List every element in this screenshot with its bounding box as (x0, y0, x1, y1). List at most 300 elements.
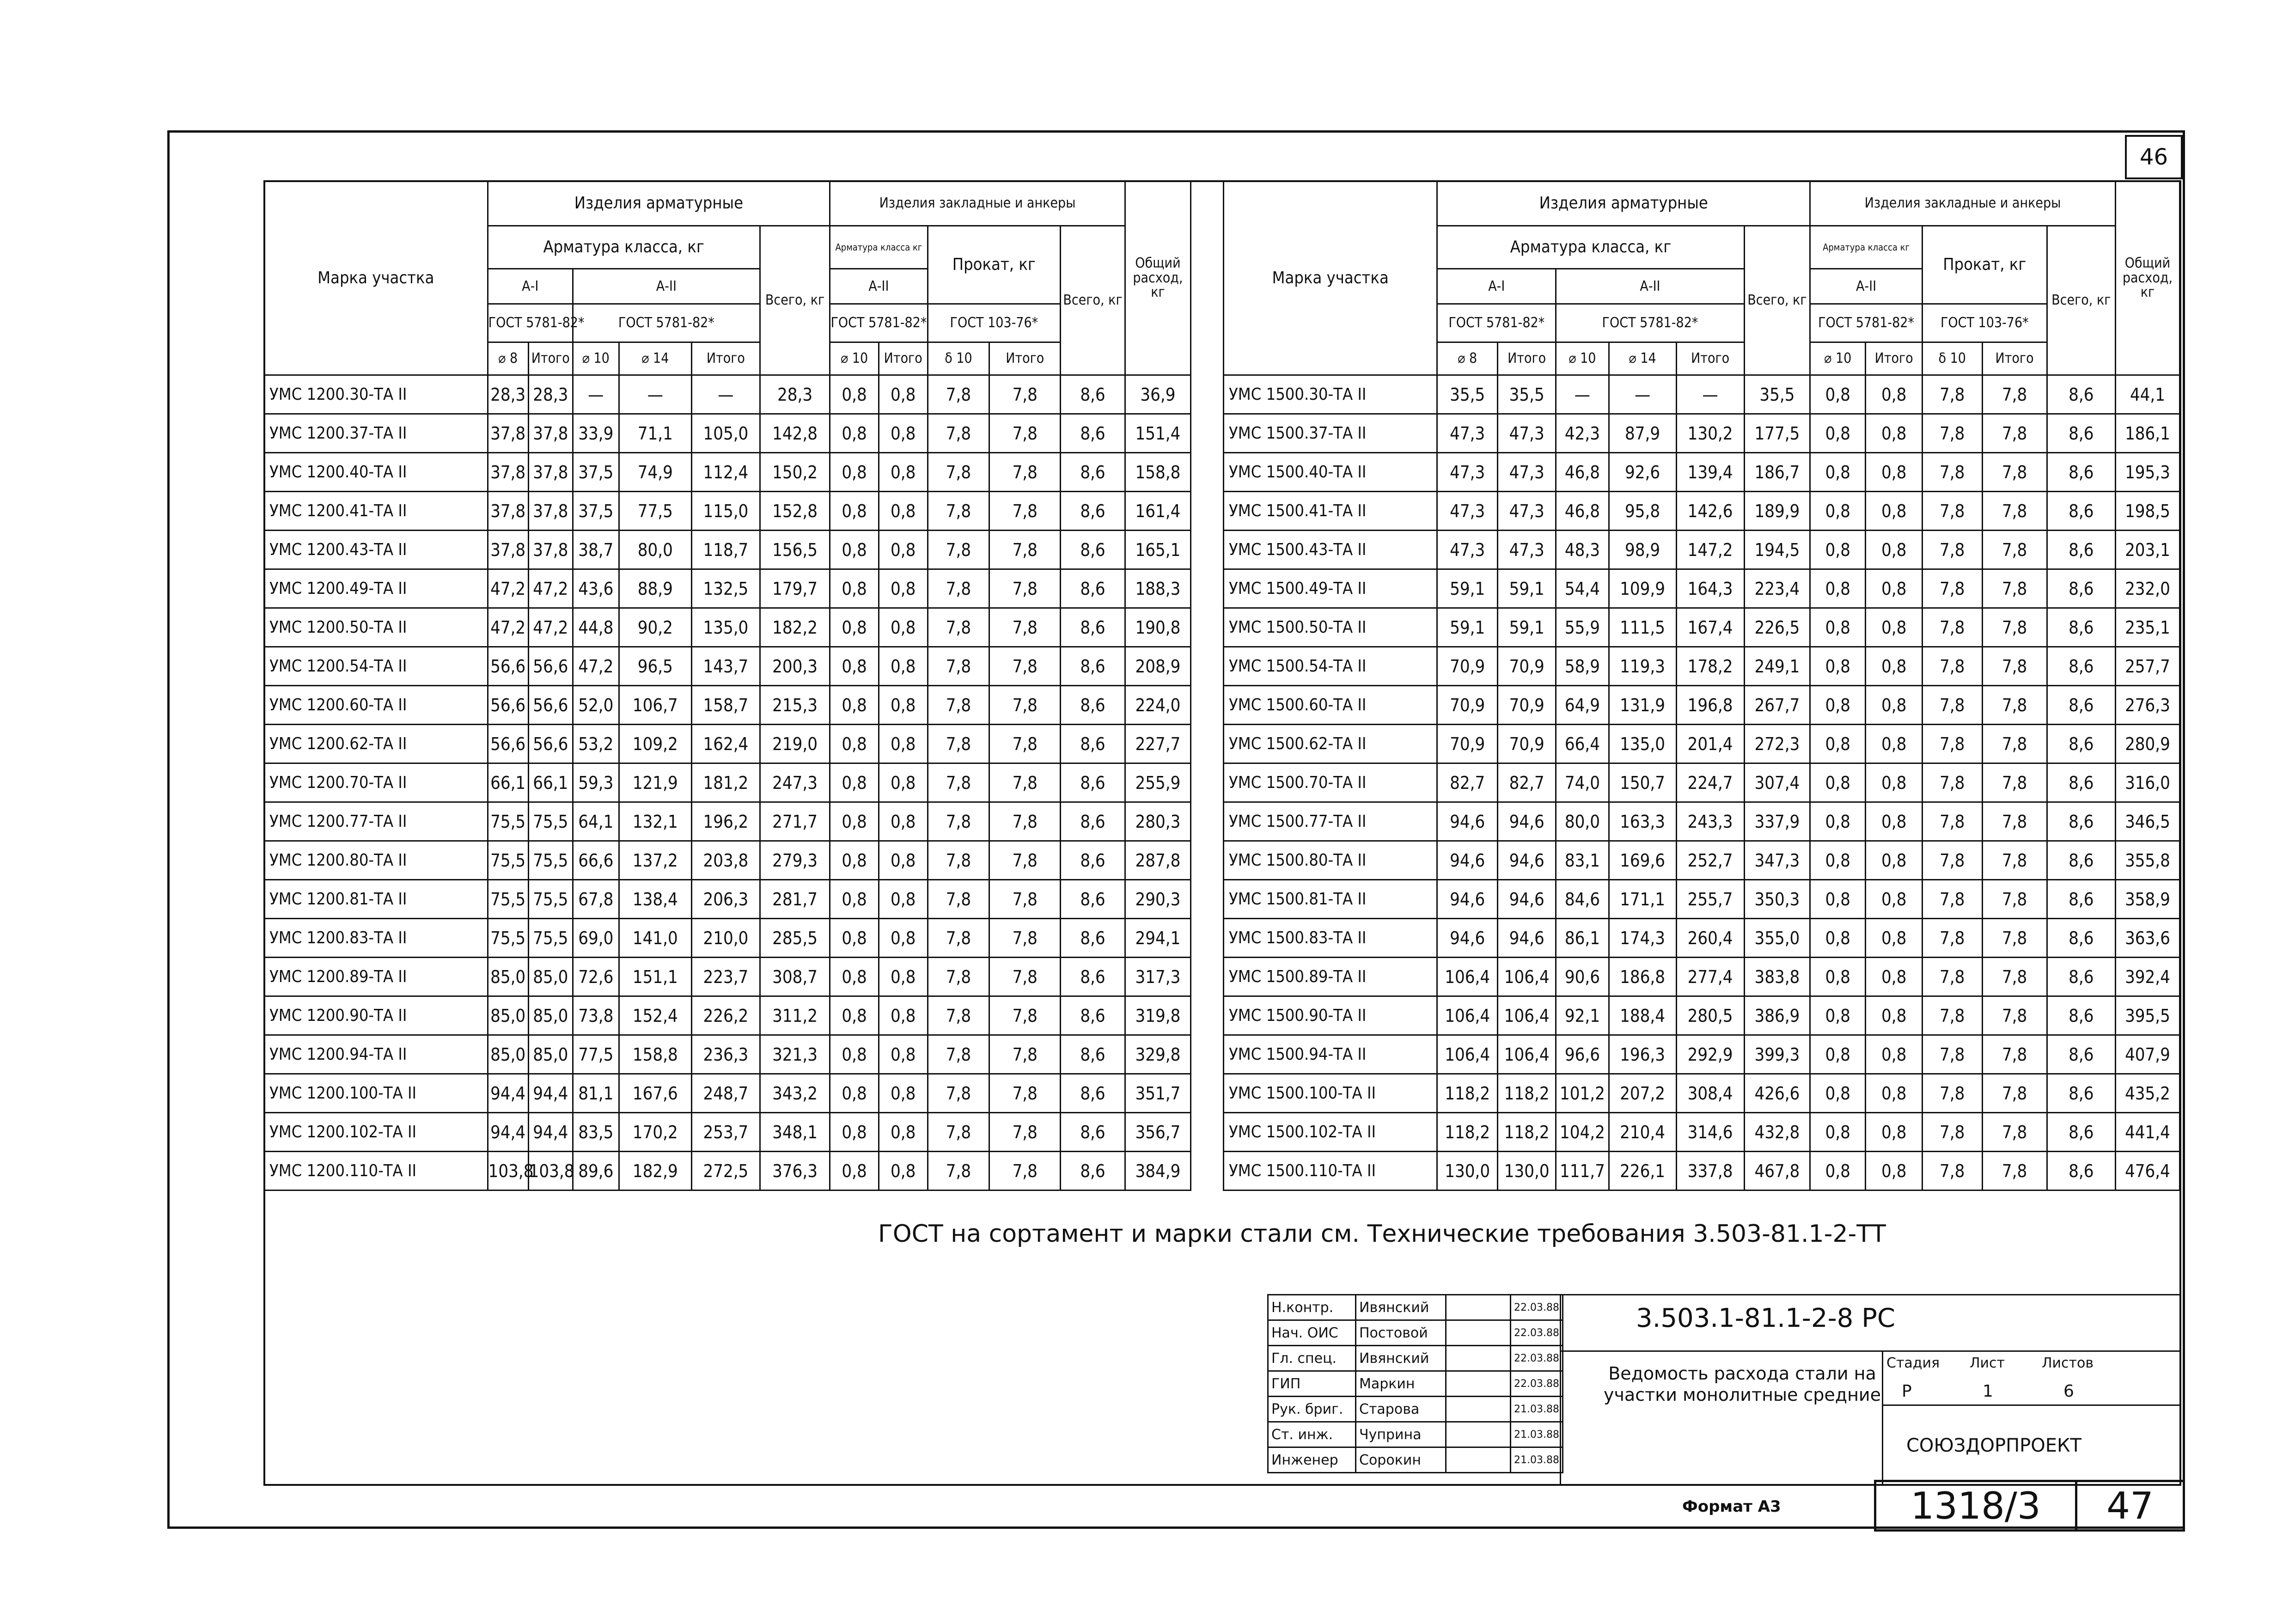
value-cell: 7,8 (989, 958, 1061, 996)
value-cell: 94,6 (1498, 802, 1556, 841)
signature-cell (1446, 1422, 1511, 1447)
date-cell: 22.03.88 (1511, 1346, 1563, 1371)
value-cell: 188,4 (1609, 996, 1676, 1035)
value-cell: 7,8 (928, 763, 989, 802)
value-cell: 64,9 (1556, 686, 1609, 725)
col-general: Общий расход, кг (2115, 181, 2179, 375)
value-cell: 0,8 (879, 763, 928, 802)
value-cell: 7,8 (1982, 569, 2047, 608)
value-cell: 59,1 (1437, 608, 1498, 647)
value-cell: — (1556, 375, 1609, 414)
value-cell: 75,5 (528, 919, 573, 958)
value-cell: 7,8 (1982, 996, 2047, 1035)
value-cell: 90,2 (619, 608, 691, 647)
s10: δ 10 (1922, 342, 1982, 375)
value-cell: 7,8 (1922, 919, 1982, 958)
value-cell: 8,6 (1061, 802, 1125, 841)
date-cell: 22.03.88 (1511, 1295, 1563, 1320)
value-cell: 7,8 (1922, 569, 1982, 608)
value-cell: 109,9 (1609, 569, 1676, 608)
value-cell: 7,8 (1922, 802, 1982, 841)
group-armature: Изделия арматурные (488, 181, 830, 226)
value-cell: 7,8 (1922, 375, 1982, 414)
value-cell: 7,8 (1982, 919, 2047, 958)
mark-cell: УМС 1500.40-ТА II (1224, 453, 1437, 492)
class-a1: А-I (1437, 269, 1556, 304)
value-cell: 37,8 (528, 453, 573, 492)
value-cell: 74,9 (619, 453, 691, 492)
value-cell: 95,8 (1609, 492, 1676, 531)
value-cell: 47,2 (488, 569, 528, 608)
value-cell: 257,7 (2115, 647, 2179, 686)
value-cell: 8,6 (2047, 1074, 2115, 1113)
table-row (1224, 453, 2180, 492)
value-cell: 130,2 (1676, 414, 1744, 453)
value-cell: 0,8 (830, 841, 879, 880)
table-row (1224, 531, 2180, 569)
value-cell: 0,8 (830, 375, 879, 414)
gost-emb: ГОСТ 5781-82* (830, 304, 928, 342)
value-cell: 0,8 (830, 608, 879, 647)
value-cell: 47,3 (1437, 414, 1498, 453)
value-cell: 8,6 (1061, 1113, 1125, 1152)
value-cell: 0,8 (1810, 919, 1866, 958)
mark-cell: УМС 1500.50-ТА II (1224, 608, 1437, 647)
mark-cell: УМС 1200.60-ТА II (264, 686, 488, 725)
value-cell: 198,5 (2115, 492, 2179, 531)
signature-row (1268, 1371, 1563, 1397)
mark-cell: УМС 1200.70-ТА II (264, 763, 488, 802)
value-cell: 83,5 (573, 1113, 619, 1152)
mark-cell: УМС 1500.60-ТА II (1224, 686, 1437, 725)
value-cell: 226,2 (691, 996, 760, 1035)
value-cell: 75,5 (488, 841, 528, 880)
table-row (264, 453, 1191, 492)
value-cell: 7,8 (1922, 880, 1982, 919)
value-cell: 7,8 (989, 647, 1061, 686)
value-cell: 80,0 (1556, 802, 1609, 841)
value-cell: 7,8 (1922, 1074, 1982, 1113)
value-cell: 7,8 (989, 686, 1061, 725)
value-cell: 135,0 (691, 608, 760, 647)
table-row (264, 414, 1191, 453)
value-cell: 118,2 (1437, 1074, 1498, 1113)
mark-cell: УМС 1500.94-ТА II (1224, 1035, 1437, 1074)
value-cell: 224,0 (1125, 686, 1190, 725)
value-cell: 85,0 (528, 1035, 573, 1074)
value-cell: 74,0 (1556, 763, 1609, 802)
name-cell: Маркин (1356, 1371, 1446, 1397)
table-row (1224, 725, 2180, 763)
value-cell: 186,7 (1744, 453, 1810, 492)
value-cell: 66,1 (488, 763, 528, 802)
mark-cell: УМС 1200.40-ТА II (264, 453, 488, 492)
table-row (264, 880, 1191, 919)
value-cell: 162,4 (691, 725, 760, 763)
value-cell: 0,8 (1810, 1152, 1866, 1191)
value-cell: 215,3 (760, 686, 830, 725)
value-cell: 28,3 (488, 375, 528, 414)
value-cell: 118,2 (1498, 1113, 1556, 1152)
value-cell: 37,5 (573, 453, 619, 492)
col-total-arm: Всего, кг (760, 226, 830, 375)
value-cell: 208,9 (1125, 647, 1190, 686)
value-cell: 476,4 (2115, 1152, 2179, 1191)
value-cell: 46,8 (1556, 492, 1609, 531)
value-cell: 8,6 (1061, 841, 1125, 880)
value-cell: 47,2 (528, 569, 573, 608)
value-cell: 8,6 (1061, 725, 1125, 763)
value-cell: 7,8 (1922, 1113, 1982, 1152)
value-cell: 92,1 (1556, 996, 1609, 1035)
right-table-body (1224, 375, 2180, 1191)
value-cell: 47,3 (1437, 531, 1498, 569)
value-cell: 112,4 (691, 453, 760, 492)
value-cell: 0,8 (1866, 880, 1923, 919)
value-cell: 46,8 (1556, 453, 1609, 492)
value-cell: 94,6 (1498, 880, 1556, 919)
value-cell: 8,6 (2047, 375, 2115, 414)
value-cell: 56,6 (488, 725, 528, 763)
value-cell: 0,8 (1866, 958, 1923, 996)
value-cell: 8,6 (2047, 414, 2115, 453)
value-cell: 0,8 (1810, 763, 1866, 802)
value-cell: 52,0 (573, 686, 619, 725)
d8: ⌀ 8 (488, 342, 528, 375)
value-cell: 115,0 (691, 492, 760, 531)
value-cell: 0,8 (830, 414, 879, 453)
itogo: Итого (989, 342, 1061, 375)
value-cell: 85,0 (488, 1035, 528, 1074)
table-row (264, 1152, 1191, 1191)
group-armature: Изделия арматурные (1437, 181, 1810, 226)
value-cell: 106,4 (1437, 958, 1498, 996)
value-cell: 223,4 (1744, 569, 1810, 608)
value-cell: 7,8 (989, 802, 1061, 841)
mark-cell: УМС 1200.54-ТА II (264, 647, 488, 686)
value-cell: 281,7 (760, 880, 830, 919)
value-cell: 232,0 (2115, 569, 2179, 608)
value-cell: 311,2 (760, 996, 830, 1035)
mark-cell: УМС 1200.102-ТА II (264, 1113, 488, 1152)
signature-cell (1446, 1397, 1511, 1422)
value-cell: 8,6 (2047, 686, 2115, 725)
value-cell: 0,8 (830, 647, 879, 686)
value-cell: 0,8 (1866, 453, 1923, 492)
value-cell: 0,8 (879, 1074, 928, 1113)
value-cell: 7,8 (1982, 802, 2047, 841)
value-cell: 8,6 (2047, 802, 2115, 841)
value-cell: 163,3 (1609, 802, 1676, 841)
value-cell: 158,8 (619, 1035, 691, 1074)
stage-label: Стадия (1886, 1355, 1940, 1371)
value-cell: 75,5 (488, 880, 528, 919)
value-cell: 7,8 (989, 725, 1061, 763)
date-cell: 22.03.88 (1511, 1371, 1563, 1397)
value-cell: 196,3 (1609, 1035, 1676, 1074)
value-cell: 8,6 (1061, 1035, 1125, 1074)
value-cell: 0,8 (1810, 453, 1866, 492)
value-cell: 47,3 (1498, 531, 1556, 569)
gost-a2: ГОСТ 5781-82* (1556, 304, 1744, 342)
gost-emb: ГОСТ 5781-82* (1810, 304, 1923, 342)
value-cell: 150,2 (760, 453, 830, 492)
value-cell: 66,1 (528, 763, 573, 802)
value-cell: 7,8 (989, 492, 1061, 531)
value-cell: 142,8 (760, 414, 830, 453)
table-row (264, 725, 1191, 763)
value-cell: 150,7 (1609, 763, 1676, 802)
value-cell: 236,3 (691, 1035, 760, 1074)
gost-a2: ГОСТ 5781-82* (573, 304, 760, 342)
mark-cell: УМС 1200.83-ТА II (264, 919, 488, 958)
value-cell: — (573, 375, 619, 414)
value-cell: 82,7 (1437, 763, 1498, 802)
value-cell: 337,9 (1744, 802, 1810, 841)
table-row (264, 958, 1191, 996)
table-row (1224, 1035, 2180, 1074)
value-cell: 0,8 (830, 1113, 879, 1152)
value-cell: 7,8 (989, 919, 1061, 958)
value-cell: 96,5 (619, 647, 691, 686)
value-cell: 7,8 (989, 1152, 1061, 1191)
value-cell: 7,8 (1982, 531, 2047, 569)
value-cell: 0,8 (879, 1152, 928, 1191)
value-cell: 248,7 (691, 1074, 760, 1113)
value-cell: 224,7 (1676, 763, 1744, 802)
armature-class-small: Арматура класса кг (1810, 226, 1923, 269)
value-cell: 7,8 (928, 608, 989, 647)
value-cell: 94,4 (528, 1113, 573, 1152)
table-row (1224, 647, 2180, 686)
value-cell: 243,3 (1676, 802, 1744, 841)
value-cell: 8,6 (2047, 531, 2115, 569)
value-cell: 7,8 (1982, 1074, 2047, 1113)
value-cell: 137,2 (619, 841, 691, 880)
mark-cell: УМС 1200.30-ТА II (264, 375, 488, 414)
value-cell: 106,4 (1437, 996, 1498, 1035)
mark-cell: УМС 1200.100-ТА II (264, 1074, 488, 1113)
sheet-number-bottom: 47 (2077, 1480, 2185, 1532)
value-cell: — (691, 375, 760, 414)
value-cell: 0,8 (1810, 414, 1866, 453)
mark-cell: УМС 1500.37-ТА II (1224, 414, 1437, 453)
value-cell: 0,8 (830, 725, 879, 763)
value-cell: 142,6 (1676, 492, 1744, 531)
value-cell: 7,8 (1982, 1152, 2047, 1191)
value-cell: 0,8 (879, 802, 928, 841)
value-cell: 106,4 (1498, 996, 1556, 1035)
d10: ⌀ 10 (830, 342, 879, 375)
value-cell: 8,6 (2047, 841, 2115, 880)
value-cell: 329,8 (1125, 1035, 1190, 1074)
value-cell: 8,6 (2047, 647, 2115, 686)
value-cell: 53,2 (573, 725, 619, 763)
value-cell: 147,2 (1676, 531, 1744, 569)
itogo: Итого (879, 342, 928, 375)
value-cell: 8,6 (1061, 453, 1125, 492)
value-cell: 7,8 (989, 375, 1061, 414)
value-cell: 276,3 (2115, 686, 2179, 725)
value-cell: 347,3 (1744, 841, 1810, 880)
value-cell: 252,7 (1676, 841, 1744, 880)
value-cell: 7,8 (928, 569, 989, 608)
value-cell: 47,3 (1498, 414, 1556, 453)
value-cell: 103,8 (488, 1152, 528, 1191)
table-row (1224, 608, 2180, 647)
value-cell: 7,8 (989, 1074, 1061, 1113)
value-cell: 467,8 (1744, 1152, 1810, 1191)
col-total-arm: Всего, кг (1744, 226, 1810, 375)
value-cell: 138,4 (619, 880, 691, 919)
value-cell: 56,6 (528, 647, 573, 686)
table-row (1224, 919, 2180, 958)
prokat: Прокат, кг (1922, 226, 2047, 304)
value-cell: 0,8 (1810, 841, 1866, 880)
value-cell: 104,2 (1556, 1113, 1609, 1152)
value-cell: 83,1 (1556, 841, 1609, 880)
value-cell: 44,1 (2115, 375, 2179, 414)
table-row (264, 802, 1191, 841)
value-cell: 407,9 (2115, 1035, 2179, 1074)
value-cell: 8,6 (2047, 608, 2115, 647)
value-cell: 195,3 (2115, 453, 2179, 492)
value-cell: 151,4 (1125, 414, 1190, 453)
value-cell: 279,3 (760, 841, 830, 880)
value-cell: 101,2 (1556, 1074, 1609, 1113)
value-cell: 194,5 (1744, 531, 1810, 569)
value-cell: 182,2 (760, 608, 830, 647)
value-cell: 0,8 (830, 531, 879, 569)
role-cell: Нач. ОИС (1268, 1320, 1356, 1346)
value-cell: 130,0 (1498, 1152, 1556, 1191)
table-row (264, 1113, 1191, 1152)
value-cell: 0,8 (830, 1074, 879, 1113)
value-cell: 70,9 (1498, 647, 1556, 686)
value-cell: 0,8 (879, 1113, 928, 1152)
value-cell: 308,7 (760, 958, 830, 996)
value-cell: 249,1 (1744, 647, 1810, 686)
value-cell: 70,9 (1498, 686, 1556, 725)
value-cell: 48,3 (1556, 531, 1609, 569)
value-cell: 177,5 (1744, 414, 1810, 453)
value-cell: 277,4 (1676, 958, 1744, 996)
value-cell: 106,4 (1498, 958, 1556, 996)
value-cell: 8,6 (2047, 919, 2115, 958)
signature-cell (1446, 1371, 1511, 1397)
value-cell: 346,5 (2115, 802, 2179, 841)
mark-cell: УМС 1500.81-ТА II (1224, 880, 1437, 919)
value-cell: 0,8 (879, 1035, 928, 1074)
value-cell: 67,8 (573, 880, 619, 919)
value-cell: 0,8 (830, 1152, 879, 1191)
table-row (264, 686, 1191, 725)
value-cell: 8,6 (2047, 958, 2115, 996)
class-a2: А-II (573, 269, 760, 304)
signature-cell (1446, 1447, 1511, 1473)
value-cell: 7,8 (1922, 414, 1982, 453)
signature-row (1268, 1320, 1563, 1346)
archive-number: 1318/3 (1874, 1480, 2077, 1532)
value-cell: 7,8 (928, 375, 989, 414)
value-cell: 94,6 (1437, 880, 1498, 919)
value-cell: 255,7 (1676, 880, 1744, 919)
group-embedded: Изделия закладные и анкеры (1810, 181, 2116, 226)
value-cell: 253,7 (691, 1113, 760, 1152)
value-cell: 70,9 (1437, 725, 1498, 763)
sheet-title: Ведомость расхода стали на участки монолитные средние (1603, 1363, 1881, 1405)
value-cell: 54,4 (1556, 569, 1609, 608)
gost-prokat: ГОСТ 103-76* (928, 304, 1061, 342)
signature-row (1268, 1422, 1563, 1447)
value-cell: 106,4 (1437, 1035, 1498, 1074)
format-label: Формат А3 (1682, 1497, 1781, 1516)
value-cell: 219,0 (760, 725, 830, 763)
value-cell: 85,0 (488, 996, 528, 1035)
mark-cell: УМС 1500.62-ТА II (1224, 725, 1437, 763)
value-cell: 88,9 (619, 569, 691, 608)
value-cell: 7,8 (1982, 492, 2047, 531)
value-cell: 0,8 (830, 686, 879, 725)
value-cell: 280,9 (2115, 725, 2179, 763)
value-cell: 292,9 (1676, 1035, 1744, 1074)
mark-cell: УМС 1500.80-ТА II (1224, 841, 1437, 880)
value-cell: 0,8 (879, 686, 928, 725)
mark-cell: УМС 1200.94-ТА II (264, 1035, 488, 1074)
value-cell: 0,8 (830, 958, 879, 996)
table-row (1224, 841, 2180, 880)
value-cell: 105,0 (691, 414, 760, 453)
value-cell: 64,1 (573, 802, 619, 841)
mark-cell: УМС 1200.110-ТА II (264, 1152, 488, 1191)
table-row (264, 996, 1191, 1035)
mark-cell: УМС 1200.37-ТА II (264, 414, 488, 453)
value-cell: 7,8 (1922, 958, 1982, 996)
value-cell: 384,9 (1125, 1152, 1190, 1191)
value-cell: 59,1 (1498, 608, 1556, 647)
value-cell: 106,7 (619, 686, 691, 725)
value-cell: 96,6 (1556, 1035, 1609, 1074)
table-row (264, 375, 1191, 414)
signature-row (1268, 1346, 1563, 1371)
value-cell: 435,2 (2115, 1074, 2179, 1113)
value-cell: 167,4 (1676, 608, 1744, 647)
value-cell: 7,8 (989, 414, 1061, 453)
value-cell: 59,1 (1498, 569, 1556, 608)
value-cell: 196,2 (691, 802, 760, 841)
value-cell: 7,8 (1982, 414, 2047, 453)
value-cell: 0,8 (1810, 608, 1866, 647)
value-cell: 84,6 (1556, 880, 1609, 919)
value-cell: 351,7 (1125, 1074, 1190, 1113)
mark-cell: УМС 1200.62-ТА II (264, 725, 488, 763)
value-cell: 321,3 (760, 1035, 830, 1074)
value-cell: 94,4 (488, 1074, 528, 1113)
value-cell: 7,8 (1982, 725, 2047, 763)
value-cell: 355,0 (1744, 919, 1810, 958)
signature-cell (1446, 1320, 1511, 1346)
value-cell: 7,8 (1982, 1035, 2047, 1074)
value-cell: 7,8 (989, 1035, 1061, 1074)
value-cell: 131,9 (1609, 686, 1676, 725)
value-cell: 66,4 (1556, 725, 1609, 763)
value-cell: 272,5 (691, 1152, 760, 1191)
value-cell: 210,4 (1609, 1113, 1676, 1152)
s10: δ 10 (928, 342, 989, 375)
value-cell: 75,5 (528, 841, 573, 880)
signature-table (1267, 1294, 1563, 1473)
mark-cell: УМС 1500.110-ТА II (1224, 1152, 1437, 1191)
